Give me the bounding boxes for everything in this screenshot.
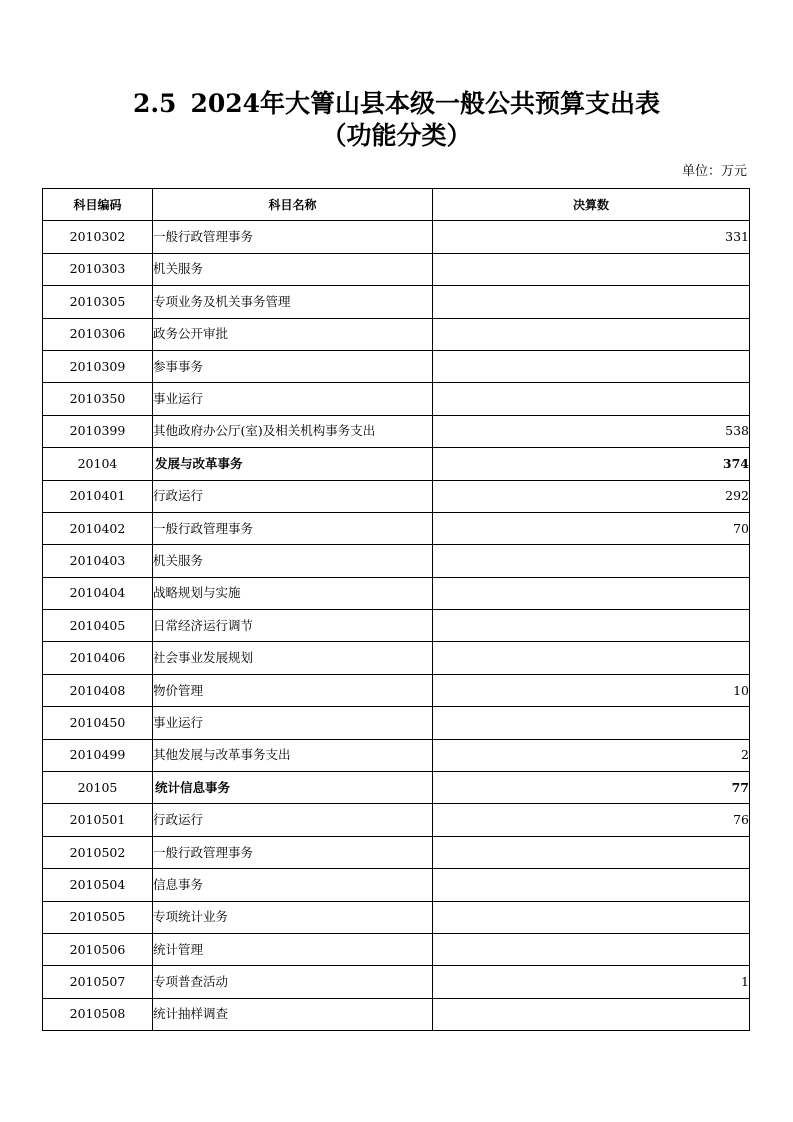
amount-cell: [433, 253, 750, 285]
account-code-cell: 2010302: [43, 221, 153, 253]
account-code-cell: 2010403: [43, 545, 153, 577]
table-row: [43, 901, 750, 933]
table-row: [43, 286, 750, 318]
account-code-cell: 2010402: [43, 512, 153, 544]
amount-cell: 292: [433, 480, 750, 512]
amount-cell: [433, 350, 750, 382]
account-name-cell: 行政运行: [153, 804, 433, 836]
account-name-cell: 统计抽样调查: [153, 998, 433, 1030]
table-row: [43, 966, 750, 998]
table-row: [43, 998, 750, 1030]
amount-cell: [433, 318, 750, 350]
table-row: [43, 545, 750, 577]
amount-cell: [433, 933, 750, 965]
account-name-cell: 战略规划与实施: [153, 577, 433, 609]
account-name-cell: 发展与改革事务: [153, 448, 433, 480]
table-row: [43, 804, 750, 836]
account-name-cell: 其他政府办公厅(室)及相关机构事务支出: [153, 415, 433, 447]
account-code-cell: 2010405: [43, 610, 153, 642]
account-name-cell: 机关服务: [153, 253, 433, 285]
account-name-cell: 日常经济运行调节: [153, 610, 433, 642]
amount-cell: 77: [433, 772, 750, 804]
account-code-cell: 20104: [43, 448, 153, 480]
account-code-cell: 2010401: [43, 480, 153, 512]
amount-cell: [433, 836, 750, 868]
account-name-cell: 专项业务及机关事务管理: [153, 286, 433, 318]
amount-cell: [433, 707, 750, 739]
column-header-code: 科目编码: [43, 189, 153, 221]
amount-cell: 2: [433, 739, 750, 771]
account-code-cell: 2010305: [43, 286, 153, 318]
account-name-cell: 行政运行: [153, 480, 433, 512]
account-code-cell: 2010306: [43, 318, 153, 350]
table-row: [43, 253, 750, 285]
account-name-cell: 事业运行: [153, 383, 433, 415]
account-code-cell: 2010504: [43, 869, 153, 901]
amount-cell: [433, 286, 750, 318]
table-row: [43, 642, 750, 674]
account-code-cell: 2010506: [43, 933, 153, 965]
account-name-cell: 专项统计业务: [153, 901, 433, 933]
table-row: [43, 610, 750, 642]
amount-cell: 1: [433, 966, 750, 998]
table-body: [43, 221, 750, 1031]
account-code-cell: 2010505: [43, 901, 153, 933]
account-code-cell: 2010399: [43, 415, 153, 447]
table-row: [43, 772, 750, 804]
table-row: [43, 869, 750, 901]
table-row: [43, 707, 750, 739]
table-row: [43, 933, 750, 965]
account-code-cell: 20105: [43, 772, 153, 804]
account-name-cell: 信息事务: [153, 869, 433, 901]
account-name-cell: 物价管理: [153, 674, 433, 706]
account-name-cell: 一般行政管理事务: [153, 512, 433, 544]
account-code-cell: 2010404: [43, 577, 153, 609]
amount-cell: [433, 869, 750, 901]
account-code-cell: 2010309: [43, 350, 153, 382]
page-subtitle: （功能分类）: [321, 121, 472, 150]
account-code-cell: 2010507: [43, 966, 153, 998]
amount-cell: 70: [433, 512, 750, 544]
amount-cell: [433, 545, 750, 577]
amount-cell: [433, 610, 750, 642]
page-title: [0, 88, 793, 120]
amount-cell: [433, 901, 750, 933]
account-name-cell: 政务公开审批: [153, 318, 433, 350]
column-header-name: 科目名称: [153, 189, 433, 221]
table-row: [43, 480, 750, 512]
account-name-cell: 机关服务: [153, 545, 433, 577]
account-name-cell: 事业运行: [153, 707, 433, 739]
account-code-cell: 2010350: [43, 383, 153, 415]
table-row: [43, 836, 750, 868]
table-row: [43, 448, 750, 480]
amount-cell: 10: [433, 674, 750, 706]
column-header-amount: 决算数: [433, 189, 750, 221]
account-code-cell: 2010508: [43, 998, 153, 1030]
amount-cell: 374: [433, 448, 750, 480]
account-code-cell: 2010406: [43, 642, 153, 674]
account-code-cell: 2010408: [43, 674, 153, 706]
account-code-cell: 2010499: [43, 739, 153, 771]
account-name-cell: 统计信息事务: [153, 772, 433, 804]
unit-label: 单位：万元: [681, 164, 747, 179]
table-row: [43, 512, 750, 544]
account-name-cell: 社会事业发展规划: [153, 642, 433, 674]
amount-cell: 76: [433, 804, 750, 836]
amount-cell: [433, 383, 750, 415]
amount-cell: [433, 577, 750, 609]
title-text: 2024年大箐山县本级一般公共预算支出表: [190, 89, 661, 118]
account-name-cell: 专项普查活动: [153, 966, 433, 998]
amount-cell: [433, 998, 750, 1030]
account-code-cell: 2010450: [43, 707, 153, 739]
account-code-cell: 2010303: [43, 253, 153, 285]
account-name-cell: 一般行政管理事务: [153, 836, 433, 868]
table-row: [43, 350, 750, 382]
amount-cell: 538: [433, 415, 750, 447]
table-row: [43, 577, 750, 609]
account-code-cell: 2010502: [43, 836, 153, 868]
account-code-cell: 2010501: [43, 804, 153, 836]
title-number: 2.5: [132, 89, 177, 118]
account-name-cell: 参事事务: [153, 350, 433, 382]
account-name-cell: 其他发展与改革事务支出: [153, 739, 433, 771]
amount-cell: [433, 642, 750, 674]
table-row: [43, 674, 750, 706]
account-name-cell: 一般行政管理事务: [153, 221, 433, 253]
table-row: [43, 383, 750, 415]
expenditure-table: [42, 188, 750, 1031]
table-row: [43, 415, 750, 447]
table-row: [43, 318, 750, 350]
account-name-cell: 统计管理: [153, 933, 433, 965]
amount-cell: 331: [433, 221, 750, 253]
table-row: [43, 739, 750, 771]
table-row: [43, 221, 750, 253]
table-header-row: [43, 189, 750, 221]
